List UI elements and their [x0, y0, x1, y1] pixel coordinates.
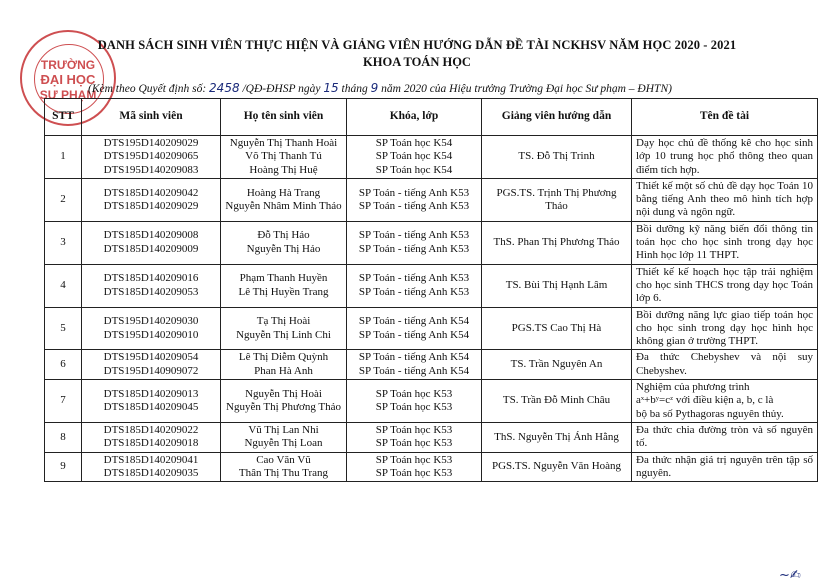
cell-classes	[347, 136, 482, 179]
student-id: DTS195D140909072	[103, 364, 199, 377]
cell-stt: 2	[45, 178, 82, 221]
table-row	[45, 422, 818, 452]
student-name: Vũ Thị Lan Nhi	[248, 423, 319, 436]
header-class: Khóa, lớp	[347, 99, 482, 136]
cell-stt: 4	[45, 264, 82, 307]
cell-classes	[347, 221, 482, 264]
cell-advisor: ThS. Nguyễn Thị Ánh Hằng	[482, 422, 632, 452]
student-name: Lê Thị Diễm Quỳnh	[238, 351, 329, 364]
cell-advisor: TS. Đỗ Thị Trinh	[482, 136, 632, 179]
header-topic: Tên đề tài	[632, 99, 818, 136]
student-class: SP Toán học K54	[375, 163, 453, 176]
student-id: DTS185D140209022	[103, 423, 199, 436]
student-class: SP Toán - tiếng Anh K53	[358, 229, 470, 242]
decision-text-1: (Kèm theo Quyết định số:	[88, 83, 207, 95]
student-class: SP Toán - tiếng Anh K54	[358, 328, 470, 341]
student-id: DTS185D140209029	[103, 199, 199, 212]
student-class: SP Toán - tiếng Anh K54	[358, 315, 470, 328]
student-name: Nguyễn Thị Hoài	[245, 387, 322, 400]
table-row	[45, 221, 818, 264]
student-id: DTS185D140209009	[103, 242, 199, 255]
student-id: DTS195D140209065	[103, 150, 199, 163]
student-class: SP Toán - tiếng Anh K53	[358, 186, 470, 199]
student-id: DTS185D140209035	[103, 466, 199, 479]
student-class: SP Toán học K53	[375, 437, 453, 450]
cell-classes	[347, 380, 482, 423]
cell-advisor: TS. Trần Đỗ Minh Châu	[482, 380, 632, 423]
topic-line: Nghiệm của phương trình	[636, 381, 750, 394]
student-name: Thân Thị Thu Trang	[238, 466, 329, 479]
cell-student-ids	[82, 221, 221, 264]
student-name: Hoàng Hà Trang	[246, 186, 321, 199]
cell-topic: Bồi dưỡng năng lực giao tiếp toán học cho học sinh trong dạy học hình học không gian ở trường THPT.	[632, 307, 818, 350]
cell-classes	[347, 264, 482, 307]
cell-advisor: PGS.TS Cao Thị Hà	[482, 307, 632, 350]
student-class: SP Toán học K54	[375, 150, 453, 163]
cell-topic: Thiết kế kế hoạch học tập trải nghiệm cho học sinh THCS trong dạy học Toán lớp 6.	[632, 264, 818, 307]
cell-stt: 5	[45, 307, 82, 350]
cell-student-ids	[82, 264, 221, 307]
cell-student-names	[221, 221, 347, 264]
student-id: DTS185D140209041	[103, 453, 199, 466]
student-class: SP Toán - tiếng Anh K53	[358, 242, 470, 255]
table-row	[45, 380, 818, 423]
student-class: SP Toán học K53	[375, 466, 453, 479]
decision-text-2: /QĐ-ĐHSP ngày	[242, 83, 321, 95]
student-id: DTS195D140209010	[103, 328, 199, 341]
cell-topic: Bồi dưỡng kỹ năng biến đổi thông tin toán học cho học sinh trong dạy học Hình học lớp 11 THPT.	[632, 221, 818, 264]
student-name: Nguyễn Thị Hảo	[246, 242, 321, 255]
cell-stt: 3	[45, 221, 82, 264]
document-subtitle-faculty: KHOA TOÁN HỌC	[363, 55, 471, 69]
student-name: Đỗ Thị Hảo	[257, 229, 310, 242]
stamp-line-1: TRƯỜNG	[40, 58, 96, 72]
cell-student-ids	[82, 178, 221, 221]
cell-classes	[347, 307, 482, 350]
student-id: DTS195D140209054	[103, 351, 199, 364]
student-class: SP Toán - tiếng Anh K53	[358, 199, 470, 212]
decision-text-4: năm 2020 của Hiệu trưởng Trường Đại học Sư phạm – ĐHTN)	[381, 83, 672, 95]
student-class: SP Toán học K53	[375, 423, 453, 436]
cell-stt: 9	[45, 452, 82, 482]
student-name: Hoàng Thị Huệ	[249, 163, 318, 176]
cell-topic: Thiết kế một số chủ đề dạy học Toán 10 bằng tiếng Anh theo mô hình tích hợp nội dung và ngôn ngữ.	[632, 178, 818, 221]
stamp-line-3: SƯ PHẠM	[39, 88, 97, 102]
cell-classes	[347, 452, 482, 482]
cell-classes	[347, 422, 482, 452]
cell-classes	[347, 178, 482, 221]
cell-student-names	[221, 452, 347, 482]
cell-student-ids	[82, 136, 221, 179]
student-id: DTS195D140209030	[103, 315, 199, 328]
decision-text-3: tháng	[341, 83, 368, 95]
table-row	[45, 350, 818, 380]
header-student-id: Mã sinh viên	[82, 99, 221, 136]
student-class: SP Toán học K54	[375, 137, 453, 149]
student-name: Phạm Thanh Huyền	[239, 272, 328, 285]
cell-student-names	[221, 307, 347, 350]
student-class: SP Toán - tiếng Anh K53	[358, 272, 470, 285]
student-name: Nguyễn Thị Loan	[244, 437, 323, 450]
header-student-name: Họ tên sinh viên	[221, 99, 347, 136]
cell-advisor: ThS. Phan Thị Phương Thảo	[482, 221, 632, 264]
student-id: DTS185D140209013	[103, 387, 199, 400]
header-advisor: Giảng viên hướng dẫn	[482, 99, 632, 136]
table-row	[45, 136, 818, 179]
student-name: Nguyễn Thị Linh Chi	[236, 328, 331, 341]
header-stt: STT	[45, 99, 82, 136]
student-class: SP Toán - tiếng Anh K53	[358, 285, 470, 298]
stamp-line-2: ĐẠI HỌC	[40, 72, 96, 87]
cell-topic: Đa thức nhận giá trị nguyên trên tập số nguyên.	[632, 452, 818, 482]
cell-advisor: PGS.TS. Nguyễn Văn Hoàng	[482, 452, 632, 482]
cell-student-ids	[82, 380, 221, 423]
cell-advisor: TS. Trần Nguyên An	[482, 350, 632, 380]
student-id: DTS195D140209029	[103, 137, 199, 149]
table-row	[45, 452, 818, 482]
student-id: DTS195D140209083	[103, 163, 199, 176]
cell-student-names	[221, 380, 347, 423]
student-id: DTS185D140209008	[103, 229, 199, 242]
table-row	[45, 178, 818, 221]
table-header-row	[45, 99, 818, 136]
cell-student-names	[221, 178, 347, 221]
student-class: SP Toán học K53	[375, 400, 453, 413]
cell-stt: 1	[45, 136, 82, 179]
cell-topic: Đa thức chia đường tròn và số nguyên tố.	[632, 422, 818, 452]
student-id: DTS185D140209042	[103, 186, 199, 199]
table-row	[45, 264, 818, 307]
decision-reference	[88, 81, 828, 95]
student-class: SP Toán học K53	[375, 387, 453, 400]
cell-student-ids	[82, 350, 221, 380]
decision-month: 9	[370, 81, 379, 95]
cell-student-names	[221, 264, 347, 307]
cell-student-names	[221, 422, 347, 452]
student-name: Cao Văn Vũ	[256, 453, 311, 466]
cell-advisor: PGS.TS. Trịnh Thị Phương Thảo	[482, 178, 632, 221]
student-name: Lê Thị Huyền Trang	[238, 285, 329, 298]
cell-stt: 7	[45, 380, 82, 423]
student-id: DTS185D140209045	[103, 400, 199, 413]
student-name: Võ Thị Thanh Tú	[245, 150, 322, 163]
student-id: DTS185D140209016	[103, 272, 199, 285]
student-name: Tạ Thị Hoài	[256, 315, 311, 328]
cell-topic	[632, 380, 818, 423]
student-class: SP Toán - tiếng Anh K54	[358, 351, 470, 364]
table-row	[45, 307, 818, 350]
student-id: DTS185D140209053	[103, 285, 199, 298]
topic-line: bộ ba số Pythagoras nguyên thủy.	[636, 407, 784, 420]
student-name: Nguyễn Thị Phương Thảo	[226, 400, 341, 413]
student-id: DTS185D140209018	[103, 437, 199, 450]
student-name: Nguyễn Thị Thanh Hoài	[229, 137, 338, 149]
cell-student-names	[221, 350, 347, 380]
decision-day: 15	[323, 81, 339, 95]
cell-student-ids	[82, 307, 221, 350]
student-class: SP Toán - tiếng Anh K54	[358, 364, 470, 377]
cell-advisor: TS. Bùi Thị Hạnh Lâm	[482, 264, 632, 307]
cell-student-ids	[82, 452, 221, 482]
cell-topic: Dạy học chủ đề thống kê cho học sinh lớp 10 trung học phổ thông theo quan điểm tích hợp.	[632, 136, 818, 179]
student-name: Phan Hà Anh	[254, 364, 313, 377]
student-class: SP Toán học K53	[375, 453, 453, 466]
topic-line: aˣ+bʸ=cᶻ với điều kiện a, b, c là	[636, 394, 774, 407]
table-body	[45, 136, 818, 482]
document-title: DANH SÁCH SINH VIÊN THỰC HIỆN VÀ GIẢNG VIÊN HƯỚNG DẪN ĐỀ TÀI NCKHSV NĂM HỌC 2020 - 2021	[97, 38, 737, 52]
cell-classes	[347, 350, 482, 380]
decision-number: 2458	[209, 81, 240, 95]
student-name: Nguyễn Nhâm Minh Thảo	[225, 199, 342, 212]
cell-topic: Đa thức Chebyshev và nội suy Chebyshev.	[632, 350, 818, 380]
cell-stt: 6	[45, 350, 82, 380]
student-research-table	[44, 98, 818, 482]
signature-mark: ~✍	[779, 568, 801, 583]
cell-stt: 8	[45, 422, 82, 452]
cell-student-ids	[82, 422, 221, 452]
cell-student-names	[221, 136, 347, 179]
